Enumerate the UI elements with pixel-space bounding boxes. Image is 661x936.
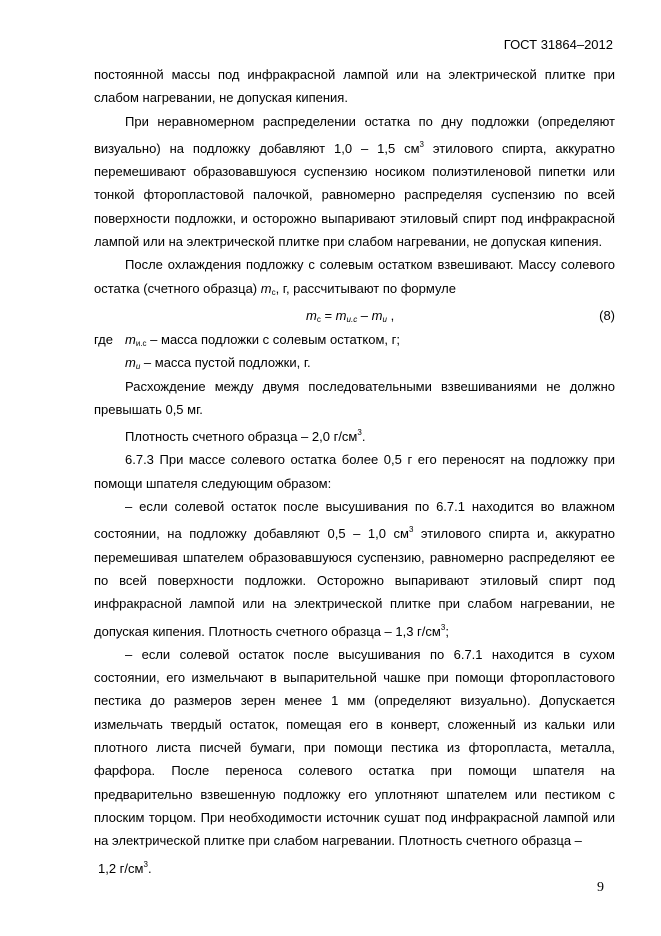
- page-number: 9: [597, 880, 604, 895]
- paragraph-ethanol-addition: При неравномерном распределении остатка по дну подложки (определяют визуально) на подложку добавляют 1,0 – 1,5 $см^3$ этилового спирта, аккуратно перемешивают образовавшуюся суспензию носиком полиэтиленовой пипетки или тонкой фторопластовой палочкой, равномерно распределяя суспензию по всей поверхности подложки, и осторожно выпаривают этиловый спирт под инфракрасной лампой или на электрической плитке при слабом нагревании, не допуская кипения.: [94, 113, 615, 250]
- where-label: где: [94, 331, 113, 347]
- page-body: [94, 63, 615, 880]
- list-item-dry-residue: – если солевой остаток после высушивания по 6.7.1 находится в сухом состоянии, его измельчают в выпарительной чашке при помощи фторопластового пестика до размеров зерен менее 1 мм (определяют визуально). Допускается измельчать твердый остаток, помещая его в конверт, сложенный из кальки или плотного листа писчей бумаги, при помощи пестика из фторопласта, металла, фарфора. После переноса солевого остатка при помощи шпателя на предварительно взвешенную подложку его уплотняют шпателем или пестиком с плоским торцом. При необходимости источник сушат под инфракрасной лампой или на электрической плитке при слабом нагревании. Плотность счетного образца –: [94, 646, 615, 849]
- list-item-wet-residue: – если солевой остаток после высушивания по 6.7.1 находится во влажном состоянии, на подложку добавляют 0,5 – 1,0 $см^3$ этилового спирта и, аккуратно перемешивая шпателем образовавшуюся суспензию, равномерно распределяют ее по всей поверхности подложки. Осторожно выпаривают этиловый спирт под инфракрасной лампой или на электрической плитке при слабом нагревании, не допуская кипения. Плотность счетного образца – 1,3 $г/см^3$;: [94, 499, 615, 639]
- definition-mi: $m_и$ – масса пустой подложки, г.: [125, 355, 311, 372]
- definition-mis: где $m_{и.с}$ – масса подложки с солевым остатком, г;: [94, 328, 615, 351]
- formula-8: [94, 304, 615, 328]
- paragraph-continuation: постоянной массы под инфракрасной лампой или на электрической плитке при слабом нагревании, не допуская кипения.: [94, 67, 615, 106]
- paragraph-weighing: После охлаждения подложку с солевым остатком взвешивают. Массу солевого остатка (счетного образца) $m_c$, г, рассчитывают по формуле: [94, 257, 615, 297]
- document-header: ГОСТ 31864–2012: [503, 37, 613, 52]
- formula-number: (8): [599, 307, 615, 323]
- paragraph-6-7-3: 6.7.3 При массе солевого остатка более 0,5 г его переносят на подложку при помощи шпателя следующим образом:: [94, 452, 615, 491]
- paragraph-density-2: Плотность счетного образца – 2,0 $г/см^3$.: [125, 428, 366, 445]
- list-item-dry-residue-tail: 1,2 $г/см^3$.: [98, 859, 152, 876]
- paragraph-discrepancy: Расхождение между двумя последовательными взвешиваниями не должно превышать 0,5 мг.: [94, 378, 615, 417]
- formula-expression: $m_c = m_{и.с} - m_и$ ,: [306, 307, 395, 324]
